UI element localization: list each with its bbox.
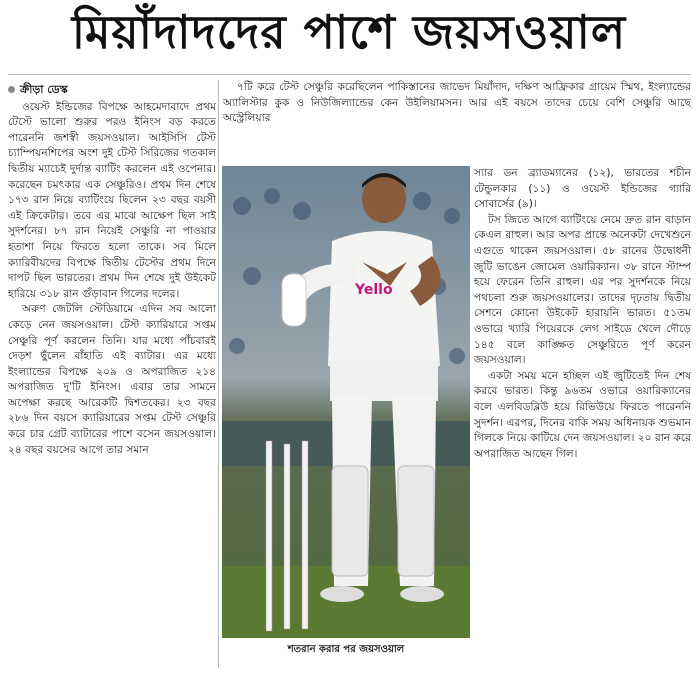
column-divider	[218, 80, 219, 668]
left-column	[8, 82, 216, 668]
shirt-sponsor: Yello	[355, 282, 393, 298]
photo-illustration	[222, 166, 470, 638]
headline: মিয়াঁদাদদের পাশে জয়সওয়াল	[71, 5, 627, 59]
paragraph: টস জিতে আগে ব্যাটিংয়ে নেমে দ্রুত রান বাড়ান কেএল রাহুল। আর অপর প্রান্তে অনেকটা দেখেশুনে এগুতে থাকেন জয়সওয়াল। ৫৮ রানের উদ্বোধনী জুটি ভাঙেন জোমেল ওয়ারিক্যান। ৩৮ রানে স্টাম্প হয়ে ফেরেন তিনি রাহুল। এর পর সুদর্শনকে নিয়ে পথচলা শুরু জয়সওয়ালের। তাদের দৃঢ়তায় দ্বিতীয় সেশনে কোনো উইকেট হারায়নি ভারত। ৫১তম ওভারে খ্যারি পিয়েরকে লেগ সাইডে খেলে দৌড়ে ১৪৫ বলে কাঙ্ক্ষিত সেঞ্চুরিতে পূর্ণ করেন জয়সওয়াল।	[474, 213, 691, 367]
paragraph: ৭টি করে টেস্ট সেঞ্চুরি করেছিলেন পাকিস্তানের জাভেদ মিয়াঁদাদ, দক্ষিণ আফ্রিকার গ্রায়েম স্মিথ, ইংল্যান্ডের অ্যালিস্টার কুক ও নিউজিল্যান্ডের কেন উইলিয়ামসন। আর এই বয়সে তাদের চেয়ে বেশি সেঞ্চুরি আছে অস্ট্রেলিয়ার	[223, 81, 691, 125]
divider-top	[8, 74, 691, 75]
cricketer-photo	[222, 166, 470, 638]
paragraph: একটা সময় মনে হচ্ছিল এই জুটিতেই দিন শেষ করবে ভারত। কিন্তু ৯৬তম ওভারে ওয়ারিক্যানের বলে এলবিডব্লিউ হয়ে রিভিউয়ে ফিরতে পারেননি সুদর্শন। এরপর, দিনের বাকি সময় অধিনায়ক শুভমান গিলকে নিয়ে কাটিয়ে দেন জয়সওয়াল। ২০ রান করে অপরাজিত আছেন গিল।	[474, 369, 691, 460]
byline-text: ক্রীড়া ডেস্ক	[20, 83, 68, 96]
right-column	[474, 166, 691, 666]
photo-caption: শতরান করার পর জয়সওয়াল	[287, 644, 405, 655]
paragraph: ওয়েস্ট ইন্ডিজের বিপক্ষে আহমেদাবাদে প্রথম টেস্টে ভালো শুরুর পরও ইনিংস বড় করতে পারেননি জশস্বী জয়সওয়াল। আইসিসি টেস্ট চ্যাম্পিয়নশিপের অংশ দুই টেস্ট সিরিজের গতকাল দ্বিতীয় ম্যাচেই দুর্দান্ত ব্যাটিং করলেন এই ওপেনার। করেছেন চমৎকার এক সেঞ্চুরিও। প্রথম দিন শেষে ১৭৩ রান নিয়ে ব্যাটিংয়ে ছিলেন ২৩ বছর বয়সী এই ক্রিকেটার। তবে এর মাঝে আক্ষেপ ছিল সাই সুদর্শনের। ৮৭ রান নিয়েই সেঞ্চুরি না পাওয়ার হতাশা নিয়ে ফিরতে হলো তাকে। সব মিলে ক্যারিবীয়দের বিপক্ষে দ্বিতীয় টেস্টের প্রথম দিনে দাপট ছিল ভারতের। প্রথম দিন শেষে দুই উইকেট হারিয়ে ৩১৮ রান গুঁড়াবান গিলের দলের।	[8, 100, 216, 300]
paragraph: স্যার ডন ব্র্যাডম্যানের (১২), ভারতের শচীন টেন্ডুলকার (১১) ও ওয়েস্ট ইন্ডিজের গ্যারি সোবার্সের (৯)।	[474, 167, 691, 211]
bullet-icon	[8, 86, 15, 93]
byline	[8, 82, 216, 98]
paragraph: অরুণ জেটলি স্টেডিয়ামে এদিন সব আলো কেড়ে নেন জয়সওয়াল। টেস্ট ক্যারিয়ারে সপ্তম সেঞ্চুরি পূর্ণ করলেন তিনি। যার মধ্যে পাঁচবারই দেড়শ ছুঁলেন বাঁহাতি এই ব্যাটার। এর মধ্যে ইংল্যান্ডের বিপক্ষে ২০৯ ও অপরাজিত ২১৪ অপরাজিত দু'টি ইনিংস। এবার তার সামনে অপেক্ষা করছে আরেকটি দ্বিশতকের। ২৩ বছর ২৮৬ দিন বয়সে ক্যারিয়ারের সপ্তম টেস্ট সেঞ্চুরি করে চার গ্রেট ব্যাটারের পাশে বসেন জয়সওয়াল। ২৪ বছর বয়সের আগে তার সমান	[8, 303, 216, 456]
right-top-text	[223, 80, 691, 127]
